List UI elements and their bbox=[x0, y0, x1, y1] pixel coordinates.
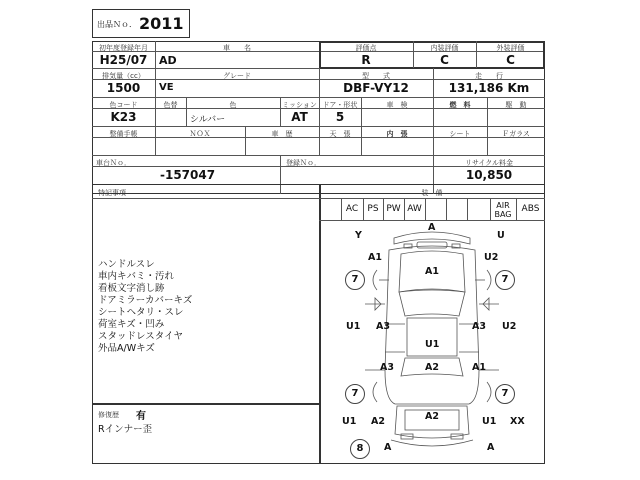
mark-a3-right: A3 bbox=[472, 321, 486, 332]
color-code-label: 色コード bbox=[109, 101, 138, 109]
mark-a3-left: A3 bbox=[376, 321, 390, 332]
mark-u2-top: U2 bbox=[484, 252, 499, 263]
interior-trim-label: 内 張 bbox=[386, 130, 408, 138]
repair-label: 修復歴 bbox=[98, 411, 119, 419]
notes-label: 特記事項 bbox=[98, 189, 126, 197]
car-name-value: AD bbox=[159, 54, 177, 67]
equip-ac: AC bbox=[345, 204, 359, 214]
lot-number-label: 出品Ｎｏ． bbox=[97, 20, 137, 29]
mark-a2-trunk: A2 bbox=[425, 411, 439, 422]
chassis-value: -157047 bbox=[160, 168, 216, 182]
first-reg-label: 初年度登録年月 bbox=[99, 44, 148, 52]
repair-note: Rインナー歪 bbox=[98, 424, 153, 435]
equip-airbag: AIR BAG bbox=[494, 201, 512, 219]
mark-u1-bottom-right: U1 bbox=[482, 416, 497, 427]
equipment-label: 装 備 bbox=[421, 189, 443, 197]
color-kind-label: 色替 bbox=[163, 101, 178, 109]
model-type-value: DBF-VY12 bbox=[343, 81, 409, 95]
lot-number: 2011 bbox=[139, 14, 184, 33]
car-name-label: 車 名 bbox=[223, 44, 251, 52]
recycle-label: リサイクル料金 bbox=[464, 159, 514, 167]
mileage-label: 走 行 bbox=[475, 72, 503, 80]
fuel-label: 燃 料 bbox=[449, 101, 471, 109]
lot-number-box bbox=[92, 9, 190, 38]
mark-u-top-right: U bbox=[497, 230, 505, 241]
equip-aw: AW bbox=[407, 204, 422, 214]
note-item: 看板文字消し跡 bbox=[98, 283, 165, 294]
reg-no-label: 登録Ｎｏ． bbox=[286, 159, 321, 167]
inspection-label: 車 検 bbox=[386, 101, 408, 109]
note-item: シートヘタリ・スレ bbox=[98, 307, 184, 318]
transmission-label: ミッション bbox=[282, 101, 317, 109]
mark-a3-lower-left: A3 bbox=[380, 362, 394, 373]
mark-8-bottom: 8 bbox=[350, 439, 370, 459]
mileage-value: 131,186 Km bbox=[448, 81, 530, 95]
mark-u2-right: U2 bbox=[502, 321, 517, 332]
displacement-value: 1500 bbox=[106, 81, 141, 95]
doors-label: ドア・形状 bbox=[322, 101, 358, 109]
mark-y: Y bbox=[355, 230, 362, 241]
mark-u1-left: U1 bbox=[346, 321, 361, 332]
history-label: 車 歴 bbox=[271, 130, 293, 138]
note-item: 車内キバミ・汚れ bbox=[98, 271, 175, 282]
interior-label: 内装評価 bbox=[430, 44, 459, 52]
fglass-label: Ｆガラス bbox=[502, 130, 530, 138]
drive-label: 駆 動 bbox=[505, 101, 527, 109]
mark-a1-left: A1 bbox=[368, 252, 382, 263]
model-type-label: 型 式 bbox=[362, 72, 390, 80]
mark-a2-bottom-left: A2 bbox=[371, 416, 385, 427]
note-item: ドアミラーカバーキズ bbox=[98, 295, 193, 306]
note-item: スタッドレスタイヤ bbox=[98, 331, 184, 342]
chassis-label: 車台Ｎｏ． bbox=[96, 159, 131, 167]
mark-u1-center: U1 bbox=[425, 339, 440, 350]
interior-value: C bbox=[440, 53, 449, 67]
mark-a2-center: A2 bbox=[425, 362, 439, 373]
mark-a-bottom-left: A bbox=[384, 442, 392, 453]
color-value: シルバー bbox=[190, 115, 226, 125]
doors-value: 5 bbox=[335, 110, 345, 124]
manual-label: 整備手帳 bbox=[109, 130, 138, 138]
score-value: R bbox=[361, 53, 371, 67]
grade-label: グレード bbox=[223, 72, 251, 80]
exterior-label: 外装評価 bbox=[496, 44, 525, 52]
recycle-value: 10,850 bbox=[465, 168, 513, 182]
mark-7-right-bottom: 7 bbox=[495, 384, 515, 404]
score-label: 評価点 bbox=[355, 44, 377, 52]
mark-7-left-top: 7 bbox=[345, 270, 365, 290]
repair-value: 有 bbox=[136, 411, 146, 422]
displacement-label: 排気量（cc） bbox=[102, 72, 145, 80]
color-label: 色 bbox=[229, 101, 237, 109]
note-item: ハンドルスレ bbox=[98, 259, 155, 270]
mark-u1-bottom-left: U1 bbox=[342, 416, 357, 427]
mark-a1-hood: A1 bbox=[425, 266, 439, 277]
mark-7-right-top: 7 bbox=[495, 270, 515, 290]
mark-a-bottom-right: A bbox=[487, 442, 495, 453]
mark-a1-right: A1 bbox=[472, 362, 486, 373]
first-reg-value: H25/07 bbox=[99, 53, 148, 67]
note-item: 荷室キズ・凹み bbox=[98, 319, 165, 330]
transmission-value: AT bbox=[291, 110, 308, 124]
color-code-value: K23 bbox=[110, 110, 137, 124]
note-item: 外品A/Wキズ bbox=[98, 343, 155, 354]
equip-pw: PW bbox=[386, 204, 401, 214]
grade-value: VE bbox=[159, 82, 174, 93]
seat-label: シート bbox=[449, 130, 471, 138]
exterior-value: C bbox=[506, 53, 515, 67]
equip-abs: ABS bbox=[521, 204, 540, 214]
sunroof-label: 天 張 bbox=[329, 130, 351, 138]
nox-label: ＮＯＸ bbox=[189, 130, 211, 138]
mark-top-a: A bbox=[428, 222, 436, 233]
mark-7-left-bottom: 7 bbox=[345, 384, 365, 404]
mark-xx: XX bbox=[510, 416, 525, 427]
equip-ps: PS bbox=[367, 204, 379, 214]
